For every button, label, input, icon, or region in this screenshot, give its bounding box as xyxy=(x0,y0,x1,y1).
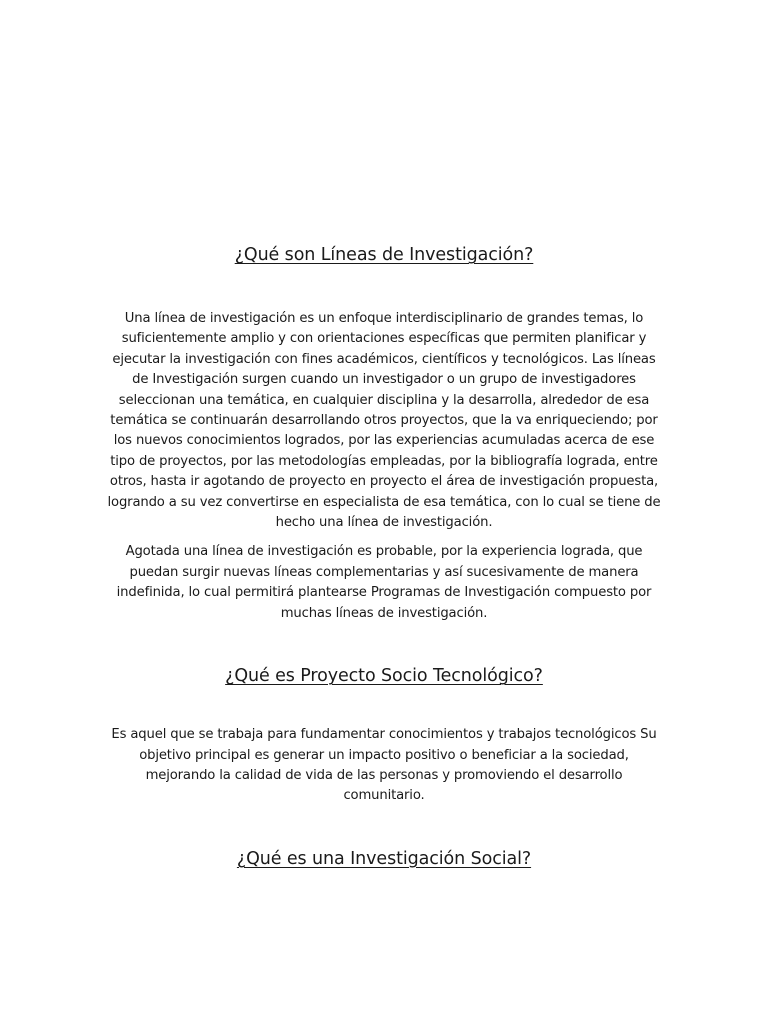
heading-lineas-de-investigacion: ¿Qué son Líneas de Investigación? xyxy=(234,245,534,265)
paragraph-definicion-linea: Una línea de investigación es un enfoque interdisciplinario de grandes temas, lo suficientemente amplio y con orientaciones específicas que permiten planificar y ejecutar la investigación con fines académicos, científicos y tecnológicos. Las líneas de Investigación surgen cuando un investigador o un grupo de investigadores seleccionan una temática, en cualquier disciplina y la desarrolla, alrededor de esa temática se continuarán desarrollando otros proyectos, que la va enriqueciendo; por los nuevos conocimientos logrados, por las experiencias acumuladas acerca de ese tipo de proyectos, por las metodologías empleadas, por la bibliografía lograda, entre otros, hasta ir agotando de proyecto en proyecto el área de investigación propuesta, logrando a su vez convertirse en especialista de esa temática, con lo cual se tiene de hecho una línea de investigación. xyxy=(107,311,661,531)
paragraph-definicion-proyecto: Es aquel que se trabaja para fundamentar conocimientos y trabajos tecnológicos Su objetivo principal es generar un impacto positivo o beneficiar a la sociedad, mejorando la calidad de vida de las personas y promoviendo el desarrollo comunitario. xyxy=(111,727,657,804)
heading-proyecto-socio-tecnologico: ¿Qué es Proyecto Socio Tecnológico? xyxy=(225,666,543,687)
paragraph-agotada-linea: Agotada una línea de investigación es probable, por la experiencia lograda, que puedan surgir nuevas líneas complementarias y así sucesivamente de manera indefinida, lo cual permitirá plantearse Programas de Investigación compuesto por muchas líneas de investigación. xyxy=(116,544,652,621)
document-body xyxy=(104,243,664,871)
heading-investigacion-social: ¿Qué es una Investigación Social? xyxy=(236,848,532,869)
